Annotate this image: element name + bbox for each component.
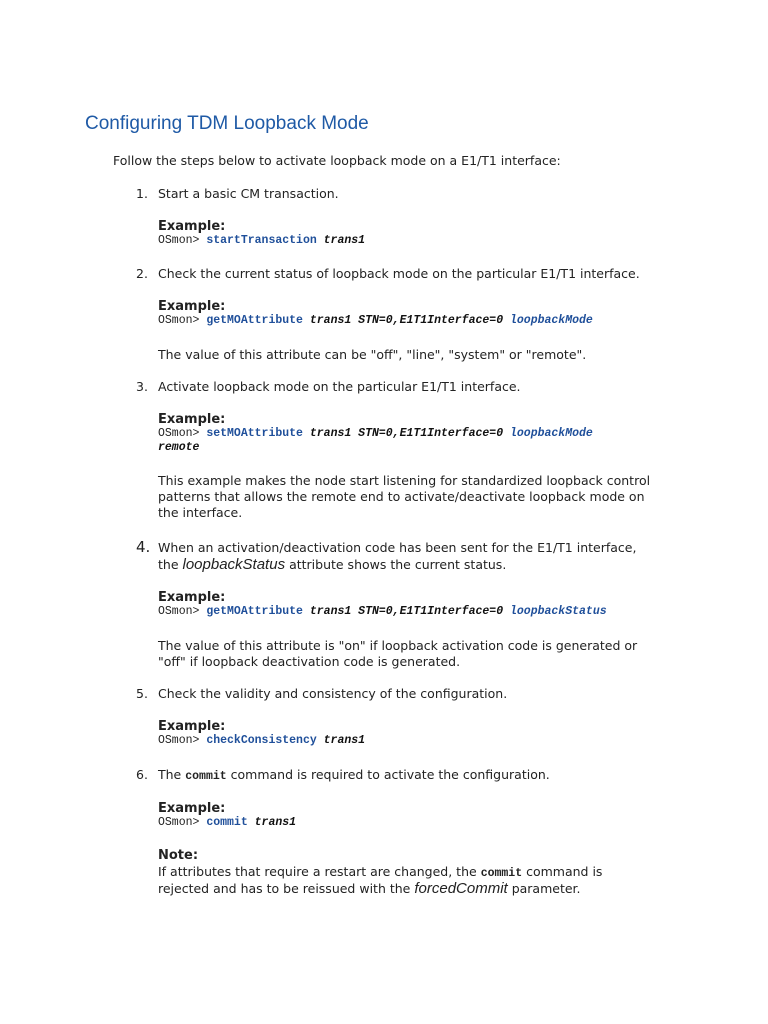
command-args: trans1 STN=0,E1T1Interface=0 — [309, 314, 504, 327]
note-line-2 — [158, 881, 581, 897]
command-args: trans1 STN=0,E1T1Interface=0 — [309, 605, 504, 618]
code-example — [158, 605, 607, 618]
command-args: trans1 — [323, 234, 366, 247]
prompt: OSmon> — [158, 816, 200, 829]
prompt: OSmon> — [158, 234, 200, 247]
code-example — [158, 816, 296, 829]
command-value: remote — [158, 441, 200, 454]
note-label: Note: — [158, 848, 199, 863]
step-number: 4. — [136, 538, 151, 556]
step-text: attribute shows the current status. — [289, 557, 507, 572]
attribute-name: loopbackStatus — [510, 605, 607, 618]
step-text: the — [158, 557, 179, 572]
code-example-continued — [158, 441, 199, 454]
prompt: OSmon> — [158, 314, 200, 327]
code-example — [158, 234, 365, 247]
step-text: The — [158, 767, 182, 782]
step-number: 3. — [136, 379, 148, 394]
step-number: 1. — [136, 186, 148, 201]
step-text: Check the current status of loopback mode on the particular E1/T1 interface. — [158, 266, 640, 281]
page-title: Configuring TDM Loopback Mode — [85, 113, 369, 134]
step-number: 2. — [136, 266, 148, 281]
command: checkConsistency — [206, 734, 317, 747]
step-5 — [136, 686, 507, 701]
note-text: command is — [526, 864, 603, 879]
example-label: Example: — [158, 719, 226, 734]
command: setMOAttribute — [206, 427, 303, 440]
command-keyword: commit — [480, 867, 523, 880]
command: startTransaction — [206, 234, 317, 247]
intro-text: Follow the steps below to activate loopback mode on a E1/T1 interface: — [113, 153, 561, 168]
step-text: command is required to activate the configuration. — [230, 767, 550, 782]
command-keyword: commit — [185, 770, 227, 783]
note-line-1 — [158, 864, 602, 882]
step-note: The value of this attribute can be "off", "line", "system" or "remote". — [158, 347, 587, 362]
step-text: Start a basic CM transaction. — [158, 186, 339, 201]
command-args: trans1 STN=0,E1T1Interface=0 — [309, 427, 504, 440]
step-text: Activate loopback mode on the particular E1/T1 interface. — [158, 379, 521, 394]
step-4 — [136, 538, 636, 556]
step-note: The value of this attribute is "on" if loopback activation code is generated or "off" if loopback deactivation code is generated. — [158, 638, 638, 669]
command: getMOAttribute — [206, 605, 303, 618]
step-1 — [136, 186, 339, 201]
code-example — [158, 734, 365, 747]
parameter-name-italic: forcedCommit — [414, 880, 508, 897]
code-example — [158, 427, 593, 440]
prompt: OSmon> — [158, 427, 200, 440]
step-3 — [136, 379, 521, 394]
command-args: trans1 — [254, 816, 297, 829]
prompt: OSmon> — [158, 734, 200, 747]
example-label: Example: — [158, 299, 226, 314]
attribute-name: loopbackMode — [510, 427, 593, 440]
attribute-name-italic: loopbackStatus — [182, 556, 286, 573]
step-text: When an activation/deactivation code has been sent for the E1/T1 interface, — [158, 540, 637, 555]
command: commit — [206, 816, 248, 829]
example-label: Example: — [158, 801, 226, 816]
step-4-continued — [158, 556, 506, 573]
step-text: Check the validity and consistency of the configuration. — [158, 686, 508, 701]
note-text: rejected and has to be reissued with the — [158, 881, 411, 896]
example-label: Example: — [158, 219, 226, 234]
step-6 — [136, 767, 550, 783]
prompt: OSmon> — [158, 605, 200, 618]
code-example — [158, 314, 593, 327]
note-text: parameter. — [511, 881, 581, 896]
attribute-name: loopbackMode — [510, 314, 593, 327]
note-text: If attributes that require a restart are changed, the — [158, 864, 477, 879]
command: getMOAttribute — [206, 314, 303, 327]
example-label: Example: — [158, 590, 226, 605]
step-note: This example makes the node start listening for standardized loopback control patterns that allows the remote end to activate/deactivate loopback mode on the interface. — [158, 473, 651, 520]
command-args: trans1 — [323, 734, 366, 747]
step-number: 6. — [136, 767, 148, 782]
step-number: 5. — [136, 686, 148, 701]
step-2 — [136, 266, 640, 281]
example-label: Example: — [158, 412, 226, 427]
